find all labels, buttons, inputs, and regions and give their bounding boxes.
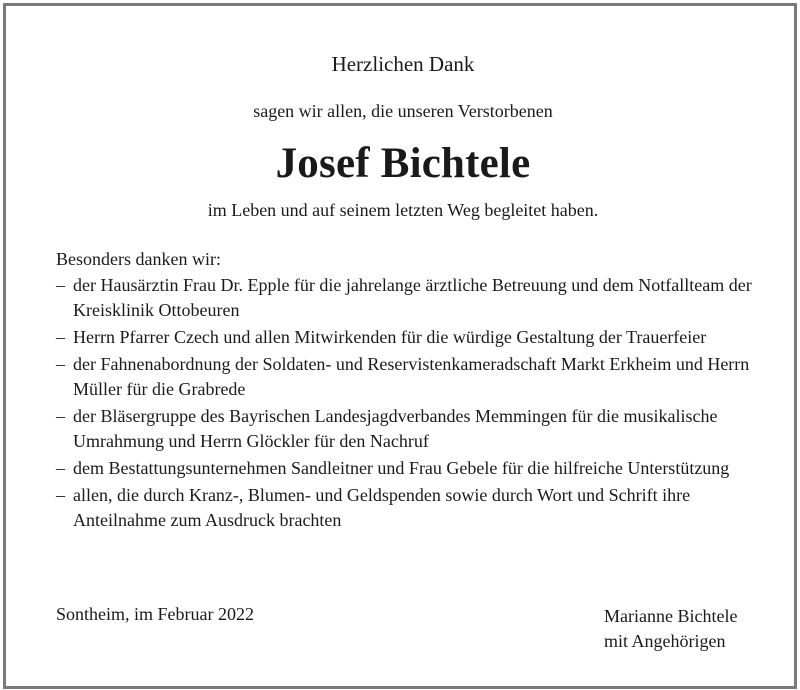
dash-marker: – bbox=[56, 275, 65, 295]
list-item-text: der Bläsergruppe des Bayrischen Landesjagdverbandes Memmingen für die musikalische Umrahmung und Herrn Glöckler für den Nachruf bbox=[73, 406, 718, 451]
dash-marker: – bbox=[56, 354, 65, 374]
intro-text: sagen wir allen, die unseren Verstorbenen bbox=[253, 101, 553, 121]
list-item-text: dem Bestattungsunternehmen Sandleitner und Frau Gebele für die hilfreiche Unterstützung bbox=[73, 458, 730, 478]
list-item-text: der Fahnenabordnung der Soldaten- und Reservistenkameradschaft Markt Erkheim und Herrn Müller für die Grabrede bbox=[73, 354, 750, 399]
signature-name: Marianne Bichtele bbox=[604, 606, 738, 626]
outro-text: im Leben und auf seinem letzten Weg begleitet haben. bbox=[207, 200, 599, 220]
list-item bbox=[56, 483, 776, 533]
list-item bbox=[56, 352, 776, 402]
list-item-text: allen, die durch Kranz-, Blumen- und Geldspenden sowie durch Wort und Schrift ihre Anteilnahme zum Ausdruck brachten bbox=[73, 485, 691, 530]
notice-frame bbox=[3, 3, 797, 689]
list-item-text: der Hausärztin Frau Dr. Epple für die jahrelange ärztliche Betreuung und dem Notfallteam der Kreisklinik Ottobeuren bbox=[73, 275, 752, 320]
list-item bbox=[56, 325, 776, 350]
signature-family: mit Angehörigen bbox=[604, 631, 726, 651]
dash-marker: – bbox=[56, 327, 65, 347]
signature bbox=[604, 604, 737, 654]
dash-marker: – bbox=[56, 485, 65, 505]
list-item bbox=[56, 273, 776, 323]
dash-marker: – bbox=[56, 406, 65, 426]
thanks-list bbox=[56, 273, 776, 533]
list-item bbox=[56, 404, 776, 454]
deceased-name: Josef Bichtele bbox=[275, 140, 531, 187]
list-item bbox=[56, 456, 776, 481]
thanks-section bbox=[56, 247, 776, 535]
place-date: Sontheim, im Februar 2022 bbox=[56, 604, 254, 624]
list-item-text: Herrn Pfarrer Czech und allen Mitwirkenden für die würdige Gestaltung der Trauerfeier bbox=[73, 327, 707, 347]
dash-marker: – bbox=[56, 458, 65, 478]
notice-heading: Herzlichen Dank bbox=[331, 52, 475, 76]
thanks-heading: Besonders danken wir: bbox=[56, 249, 221, 269]
